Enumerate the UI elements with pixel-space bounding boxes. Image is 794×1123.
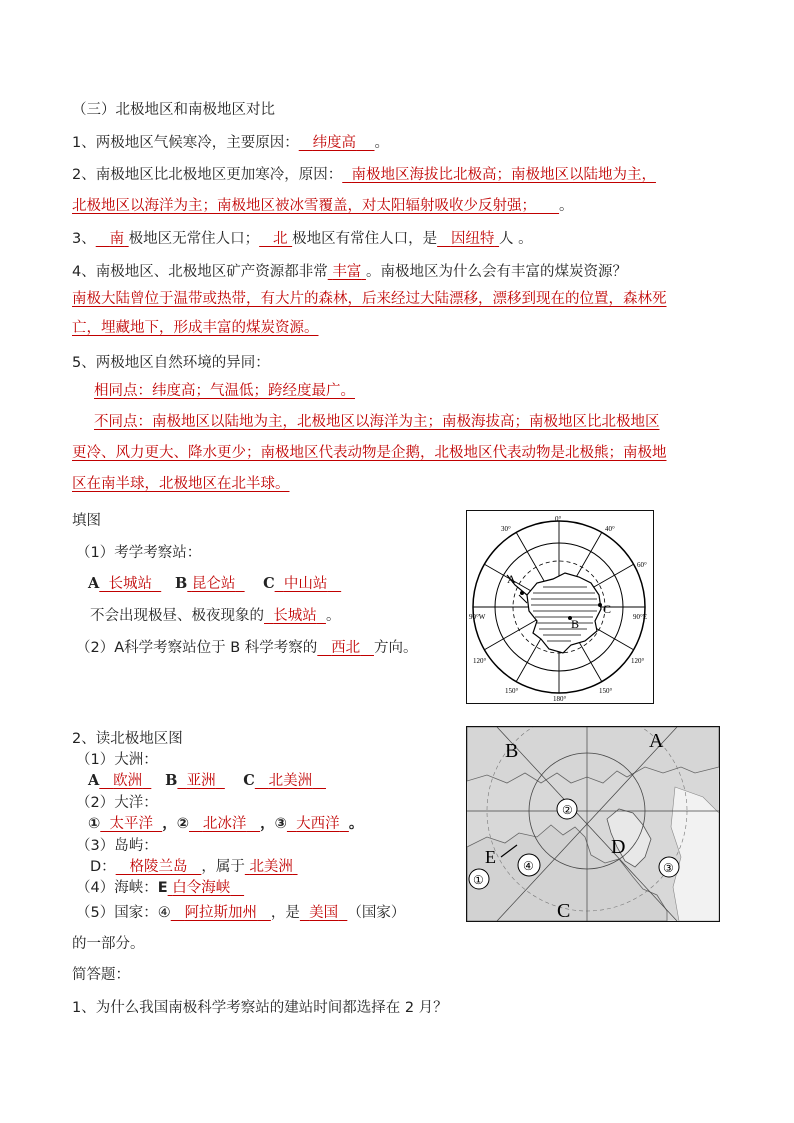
question-5-diff-line1: 不同点：南极地区以陆地为主，北极地区以海洋为主；南极海拔高；南极地区比北极地区 [94,414,660,430]
question-3: 3、 南 极地区无常住人口； 北 极地区有常住人口，是 因纽特 人 。 [72,231,533,247]
arctic-islands: D： 格陵兰岛 ，属于 北美洲 [90,859,293,875]
map-label-c: C [557,900,571,921]
arctic-map-graphic [467,727,719,921]
question-4-answer-line1: 南极大陆曾位于温带或热带，有大片的森林，后来经过大陆漂移，漂移到现在的位置，森林死 [72,291,667,307]
tick-0: 0° [555,515,562,523]
map-label-a: A [649,730,664,752]
question-4-answer-line2: 亡，埋藏地下，形成丰富的煤炭资源。 [72,320,319,336]
arctic-p5: （5）国家：④ 阿拉斯加州 ，是 美国 （国家） [76,905,406,921]
arctic-map [466,726,720,922]
tick-150: 150° [505,687,519,695]
map-label-e: E [485,847,496,867]
question-5-diff-line3: 区在南半球，北极地区在北半球。 [72,476,290,492]
question-2-line2: 北极地区以海洋为主；南极地区被冰雪覆盖，对太阳辐射吸收少反射强； 。 [72,198,574,214]
tick-180: 180° [553,695,567,703]
arctic-p2: （2）大洋： [76,795,158,811]
fill-map-title: 填图 [72,513,101,529]
question-5-same: 相同点：纬度高；气温低；跨经度最广。 [94,383,355,399]
arctic-title: 2、读北极地区图 [72,731,183,747]
map-label-d: D [611,836,626,858]
tick-60: 60° [637,561,647,569]
question-1: 1、两极地区气候寒冷，主要原因： 纬度高 。 [72,135,389,151]
question-2: 2、南极地区比北极地区更加寒冷，原因： 南极地区海拔比北极高；南极地区以陆地为主， [72,167,656,183]
arctic-continents: A 欧洲 B 亚洲 C 北美洲 [88,772,313,789]
arctic-p5-line2: 的一部分。 [72,936,145,952]
arctic-p3: （3）岛屿： [76,838,158,854]
tick-120-right: 120° [631,657,645,665]
tick-40: 40° [605,525,615,533]
map-label-2: ② [562,803,573,817]
short-answer-q1: 1、为什么我国南极科学考察站的建站时间都选择在 2 月？ [72,1000,448,1016]
question-5-diff-line2: 更冷、风力更大、降水更少；南极地区代表动物是企鹅，北极地区代表动物是北极熊；南极地 [72,445,667,461]
fill-map-no-polar-day: 不会出现极昼、极夜现象的 长城站 。 [90,608,341,624]
tick-90e: 90°E [633,613,648,621]
short-answer-title: 简答题： [72,967,130,983]
arctic-oceans: ① 太平洋 ，② 北冰洋 ，③ 大西洋 。 [88,816,364,832]
tick-90w: 90°W [469,613,486,621]
map-label-c: C [603,602,612,616]
antarctic-map [466,510,654,704]
map-label-1: ① [473,873,484,887]
fill-map-p2: （2）A科学考察站位于 B 科学考察的 西北 方向。 [76,640,418,656]
map-label-4: ④ [523,859,534,873]
arctic-p4: （4）海峡：E 白令海峡 [76,880,231,896]
arctic-p1: （1）大洲： [76,752,158,768]
map-label-3: ③ [663,861,674,875]
antarctic-map-graphic [467,511,653,703]
tick-120: 120° [473,657,487,665]
tick-30: 30° [501,525,511,533]
map-label-a: A [507,572,516,586]
fill-map-p1: （1）考学考察站： [76,545,202,561]
map-label-b: B [571,617,580,631]
map-label-b: B [505,740,519,762]
section-title: （三）北极地区和南极地区对比 [72,102,275,118]
fill-map-stations: A 长城站 B 昆仑站 C 中山站 [88,575,328,592]
question-4: 4、南极地区、北极地区矿产资源都非常 丰富 。南极地区为什么会有丰富的煤炭资源？ [72,264,627,280]
question-5: 5、两极地区自然环境的异同： [72,355,270,371]
tick-150-right: 150° [599,687,613,695]
